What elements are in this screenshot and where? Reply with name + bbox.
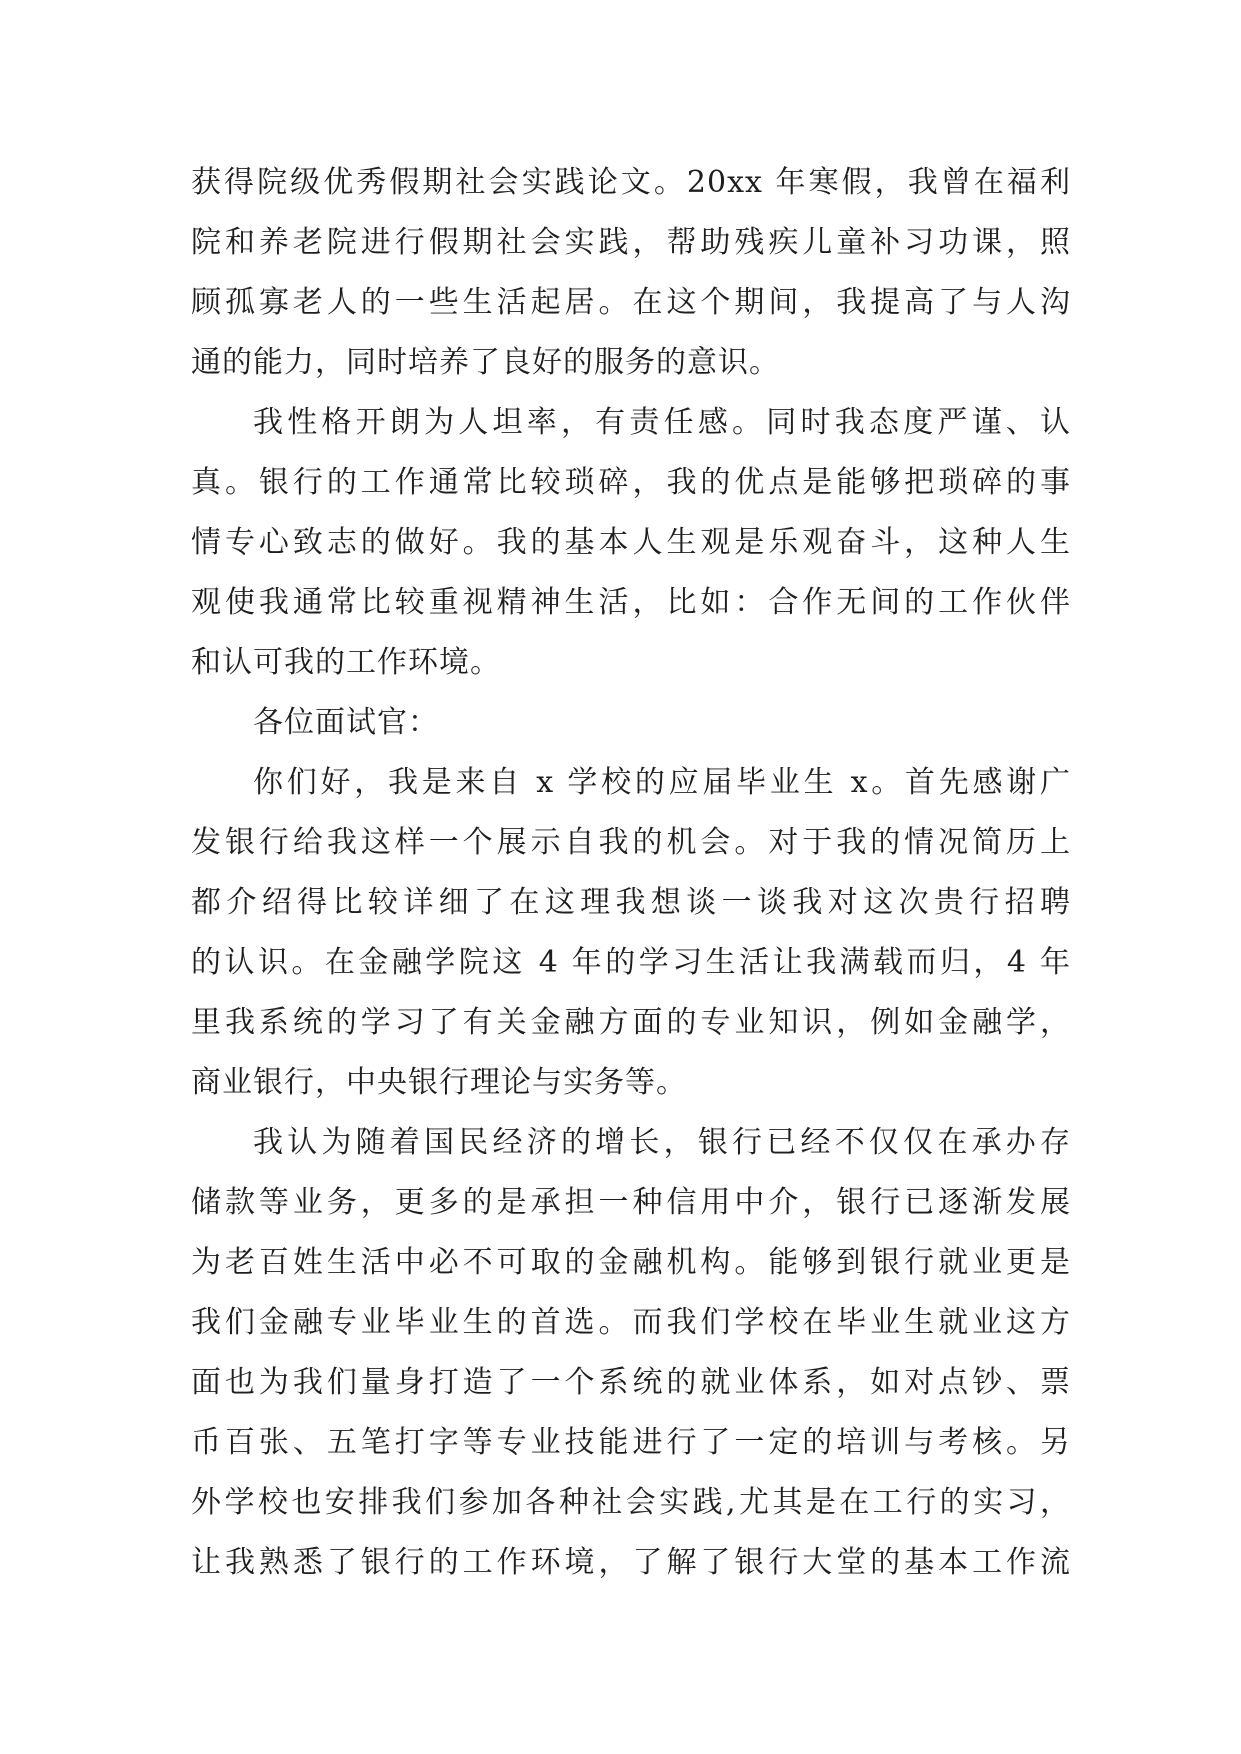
salutation: 各位面试官： — [253, 705, 439, 740]
text-line: 通的能力，同时培养了良好的服务的意识。 — [191, 345, 780, 380]
text-line: 商业银行，中央银行理论与实务等。 — [191, 1065, 687, 1100]
text-line: 观使我通常比较重视精神生活，比如：合作无间的工作伙伴 — [191, 585, 1071, 620]
text-line: 我们金融专业毕业生的首选。而我们学校在毕业生就业这方 — [191, 1305, 1071, 1340]
text-line: 真。银行的工作通常比较琐碎，我的优点是能够把琐碎的事 — [191, 465, 1071, 500]
text-line: 我认为随着国民经济的增长，银行已经不仅仅在承办存 — [253, 1125, 1071, 1160]
text-line: 发银行给我这样一个展示自我的机会。对于我的情况简历上 — [191, 825, 1071, 860]
text-line: 为老百姓生活中必不可取的金融机构。能够到银行就业更是 — [191, 1245, 1071, 1280]
text-line: 让我熟悉了银行的工作环境，了解了银行大堂的基本工作流 — [191, 1545, 1071, 1580]
text-line: 面也为我们量身打造了一个系统的就业体系，如对点钞、票 — [191, 1365, 1071, 1400]
text-line: 外学校也安排我们参加各种社会实践,尤其是在工行的实习， — [191, 1485, 1071, 1520]
text-line: 都介绍得比较详细了在这理我想谈一谈我对这次贵行招聘 — [191, 885, 1071, 920]
text-line: 院和养老院进行假期社会实践，帮助残疾儿童补习功课，照 — [191, 225, 1071, 260]
text-line: 的认识。在金融学院这 4 年的学习生活让我满载而归，4 年 — [191, 945, 1071, 980]
text-line: 币百张、五笔打字等专业技能进行了一定的培训与考核。另 — [191, 1425, 1071, 1460]
text-line: 储款等业务，更多的是承担一种信用中介，银行已逐渐发展 — [191, 1185, 1071, 1220]
document-body — [191, 153, 1071, 1593]
text-line: 我性格开朗为人坦率，有责任感。同时我态度严谨、认 — [253, 405, 1071, 440]
text-line: 获得院级优秀假期社会实践论文。20xx 年寒假，我曾在福利 — [191, 165, 1071, 200]
text-line: 和认可我的工作环境。 — [191, 645, 501, 680]
text-line: 里我系统的学习了有关金融方面的专业知识，例如金融学， — [191, 1005, 1071, 1040]
text-line: 你们好，我是来自 x 学校的应届毕业生 x。首先感谢广 — [253, 765, 1071, 800]
text-line: 顾孤寡老人的一些生活起居。在这个期间，我提高了与人沟 — [191, 285, 1071, 320]
text-line: 情专心致志的做好。我的基本人生观是乐观奋斗，这种人生 — [191, 525, 1071, 560]
